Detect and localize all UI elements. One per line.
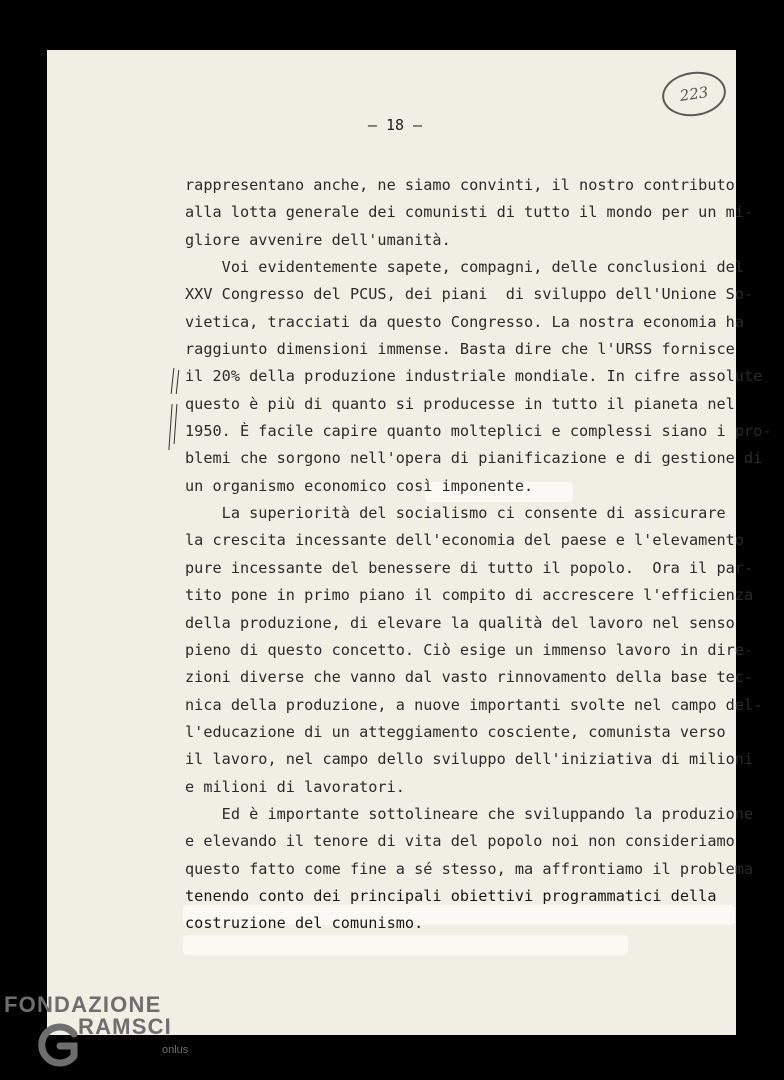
text-line: alla lotta generale dei comunisti di tutto il mondo per un mi- [185,203,754,222]
text-line: tito pone in primo piano il compito di accrescere l'efficienza [185,586,754,605]
text-line: l'educazione di un atteggiamento cosciente, comunista verso [185,722,726,741]
text-line: pure incessante del benessere di tutto il popolo. Ora il par- [185,558,754,577]
text-line: la crescita incessante dell'economia del paese e l'elevamento [185,531,744,550]
text-line: gliore avvenire dell'umanità. [185,230,451,249]
text-line: XXV Congresso del PCUS, dei piani di sviluppo dell'Unione So- [185,285,754,304]
text-line: rappresentano anche, ne siamo convinti, il nostro contributo [185,176,735,194]
text-line: La superiorità del socialismo ci consente di assicurare [185,504,726,523]
text-line: questo è più di quanto si producesse in tutto il pianeta nel [185,394,735,413]
text-line: 1950. È facile capire quanto molteplici e complessi siano i pro- [185,422,772,441]
text-line: questo fatto come fine a sé stesso, ma affrontiamo il problema [185,859,754,878]
text-line: e milioni di lavoratori. [185,777,405,796]
text-line: nica della produzione, a nuove importanti svolte nel campo del- [185,695,763,714]
text-line: pieno di questo concetto. Ciò esige un immenso lavoro in dire- [185,640,754,659]
page-number: – 18 – [367,116,423,134]
text-line: Voi evidentemente sapete, compagni, delle conclusioni del [185,258,744,277]
text-line: della produzione, di elevare la qualità del lavoro nel senso [185,613,735,632]
typed-text-body [185,172,772,938]
text-line: il lavoro, nel campo dello sviluppo dell'iniziativa di milioni [185,750,754,769]
fondazione-gramsci-watermark [4,992,204,1072]
text-line: un organismo economico così imponente. [185,476,534,495]
text-line: Ed è importante sottolineare che sviluppando la produzione [185,804,754,823]
text-line: e elevando il tenore di vita del popolo noi non consideriamo [185,832,735,851]
g-logo-icon [34,1022,80,1068]
archive-number-stamp: 223 [659,68,729,120]
text-line: tenendo conto dei principali obiettivi programmatici della [185,886,717,905]
highlight-mark [183,935,628,955]
text-line: zioni diverse che vanno dal vasto rinnovamento della base tec- [185,668,754,687]
watermark-line1: FONDAZIONE [4,992,162,1017]
watermark-line2: RAMSCI [78,1014,172,1039]
watermark-suffix: onlus [162,1044,189,1056]
text-line: vietica, tracciati da questo Congresso. La nostra economia ha [185,312,744,331]
text-line: il 20% della produzione industriale mondiale. In cifre assolute [185,367,763,386]
text-line: blemi che sorgono nell'opera di pianificazione e di gestione di [185,449,763,468]
text-line: raggiunto dimensioni immense. Basta dire che l'URSS fornisce [185,340,735,359]
text-line: costruzione del comunismo. [185,914,424,933]
